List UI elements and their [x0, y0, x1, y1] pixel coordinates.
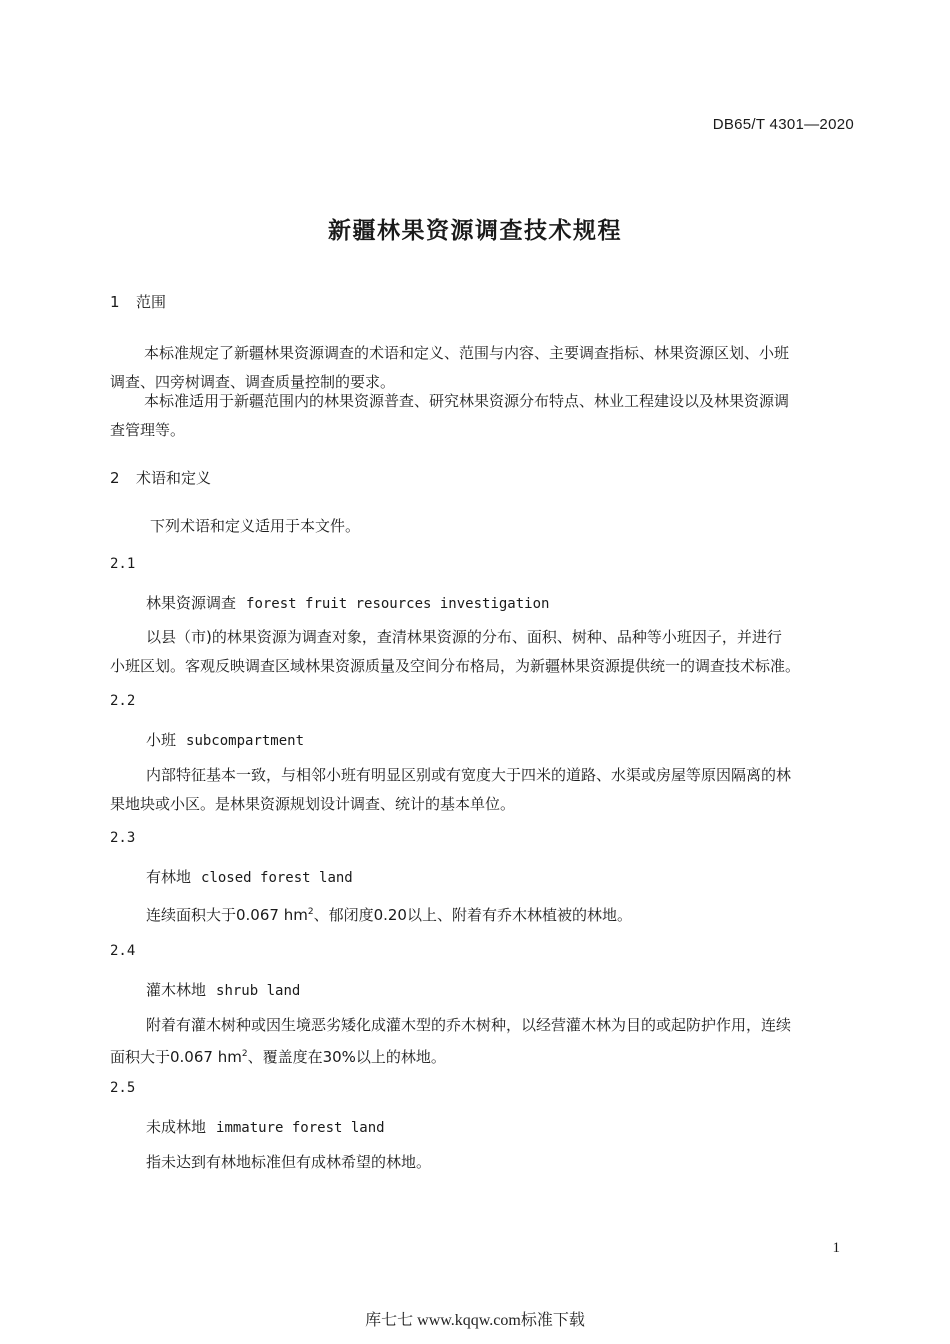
term-en: closed forest land: [201, 870, 353, 886]
term-en: immature forest land: [216, 1120, 385, 1136]
definition-line: 果地块或小区。是林果资源规划设计调查、统计的基本单位。: [110, 795, 516, 813]
definition-line: 指未达到有林地标准但有成林希望的林地。: [146, 1153, 432, 1171]
term-zh: 林果资源调查: [146, 594, 237, 612]
term-number: 2.4: [110, 943, 136, 959]
term-zh: 有林地: [146, 868, 192, 886]
term-number: 2.1: [110, 556, 136, 572]
definition-text: 、郁闭度0.20以上、附着有乔木林植被的林地。: [313, 906, 632, 924]
paragraph-line: 本标准适用于新疆范围内的林果资源普查、研究林果资源分布特点、林业工程建设以及林果资源调: [144, 392, 790, 410]
section-1-paragraph-2: [110, 387, 854, 445]
term-number: 2.5: [110, 1080, 136, 1096]
definition-text: 面积大于0.067 hm: [110, 1048, 242, 1066]
section-title: 术语和定义: [136, 469, 212, 487]
definition-text: 连续面积大于0.067 hm: [146, 906, 308, 924]
term-definition: [110, 623, 856, 681]
section-2-intro: [146, 512, 856, 541]
definition-line: [110, 898, 856, 930]
term-heading: [146, 1116, 385, 1137]
term-en: subcompartment: [186, 733, 305, 749]
section-1-heading: [110, 291, 166, 312]
paragraph-line: 查管理等。: [110, 421, 186, 439]
term-zh: 灌木林地: [146, 981, 207, 999]
term-heading: [146, 729, 304, 750]
definition-line: 内部特征基本一致，与相邻小班有明显区别或有宽度大于四米的道路、水渠或房屋等原因隔离的林: [146, 766, 792, 784]
paragraph-line: 本标准规定了新疆林果资源调查的术语和定义、范围与内容、主要调查指标、林果资源区划、小班: [144, 344, 790, 362]
page-number: 1: [832, 1240, 840, 1256]
intro-text: 下列术语和定义适用于本文件。: [150, 517, 361, 535]
term-definition: [110, 1011, 856, 1072]
term-definition: [110, 761, 856, 819]
paragraph-line: 调查、四旁树调查、调查质量控制的要求。: [110, 373, 396, 391]
definition-line: 小班区划。客观反映调查区域林果资源质量及空间分布格局，为新疆林果资源提供统一的调查技术标准。: [110, 657, 801, 675]
definition-line: 以县（市)的林果资源为调查对象，查清林果资源的分布、面积、树种、品种等小班因子，并进行: [146, 628, 782, 646]
term-definition: [110, 1148, 856, 1177]
document-title: 新疆林果资源调查技术规程: [328, 218, 622, 244]
definition-text: 、覆盖度在30%以上的林地。: [247, 1048, 446, 1066]
standard-code: DB65/T 4301—2020: [712, 116, 854, 133]
term-en: forest fruit resources investigation: [246, 596, 550, 612]
term-zh: 未成林地: [146, 1118, 207, 1136]
section-number: 2: [110, 469, 120, 487]
term-heading: [146, 866, 353, 887]
term-en: shrub land: [216, 983, 301, 999]
definition-line: 附着有灌木树种或因生境恶劣矮化成灌木型的乔木树种，以经营灌木林为目的或起防护作用，连续: [146, 1016, 792, 1034]
section-2-heading: [110, 467, 211, 488]
term-definition: [110, 898, 856, 930]
term-heading: [146, 979, 300, 1000]
term-zh: 小班: [146, 731, 177, 749]
term-number: 2.2: [110, 693, 136, 709]
section-title: 范围: [136, 293, 167, 311]
superscript: 2: [307, 907, 314, 917]
section-number: 1: [110, 293, 120, 311]
definition-line: [110, 1040, 856, 1072]
term-heading: [146, 592, 549, 613]
term-number: 2.3: [110, 830, 136, 846]
download-watermark: 库七七 www.kqqw.com标准下载: [365, 1312, 585, 1329]
superscript: 2: [241, 1049, 248, 1059]
